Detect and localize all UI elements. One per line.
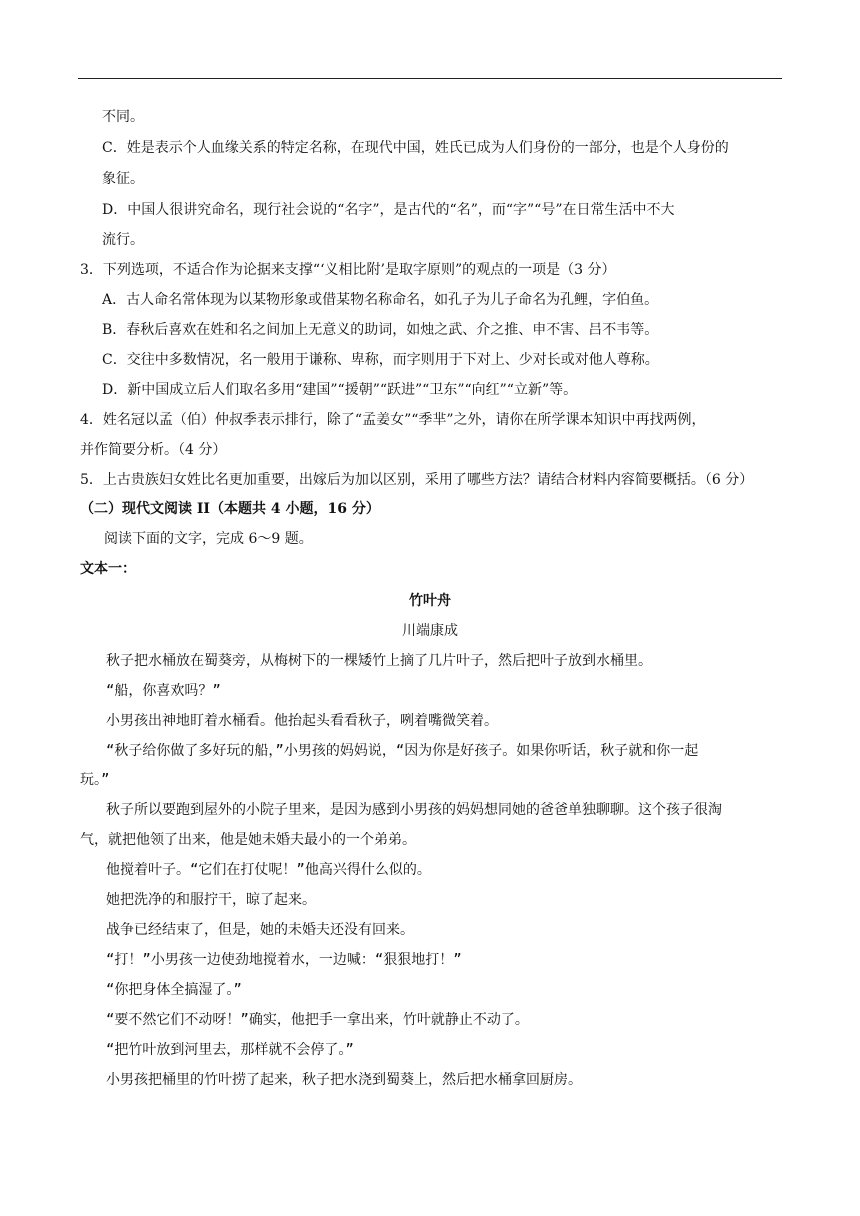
text-one-label: 文本一： <box>80 561 136 577</box>
story-author: 川端康成 <box>402 623 458 639</box>
story-paragraph: 气，就把他领了出来，他是她未婚夫最小的一个弟弟。 <box>80 832 416 848</box>
question-5: 5．上古贵族妇女姓比名更加重要，出嫁后为加以区别，采用了哪些方法？请结合材料内容简要概括。（6 分） <box>80 472 754 488</box>
text-line: 并作简要分析。（4 分） <box>80 442 227 458</box>
option-d-line: D．中国人很讲究命名，现行社会说的“名字”，是古代的“名”，而“字”“号”在日常生活中不大 <box>102 202 675 218</box>
text-line: 象征。 <box>102 171 144 187</box>
section-heading: （二）现代文阅读 II（本题共 4 小题，16 分） <box>80 501 380 517</box>
option-c-line: C．姓是表示个人血缘关系的特定名称，在现代中国，姓氏已成为人们身份的一部分，也是个人身份的 <box>102 140 729 156</box>
story-paragraph: 她把洗净的和服拧干，晾了起来。 <box>106 892 316 908</box>
question-4: 4．姓名冠以孟（伯）仲叔季表示排行，除了“孟姜女”“季芈”之外，请你在所学课本知识中再找两例， <box>80 412 706 428</box>
story-paragraph: “秋子给你做了多好玩的船，”小男孩的妈妈说，“因为你是好孩子。如果你听话，秋子就和你一起 <box>106 743 699 759</box>
q3-option-c: C．交往中多数情况，名一般用于谦称、卑称，而字则用于下对上、少对长或对他人尊称。 <box>102 352 659 368</box>
story-title: 竹叶舟 <box>409 593 451 609</box>
story-paragraph: 小男孩把桶里的竹叶捞了起来，秋子把水浇到蜀葵上，然后把水桶拿回厨房。 <box>106 1072 582 1088</box>
story-paragraph: 秋子所以要跑到屋外的小院子里来，是因为感到小男孩的妈妈想同她的爸爸单独聊聊。这个孩子很淘 <box>106 802 722 818</box>
story-paragraph: 他搅着叶子。“它们在打仗呢！”他高兴得什么似的。 <box>106 862 431 878</box>
header-rule <box>78 78 782 79</box>
q3-option-a: A．古人命名常体现为以某物形象或借某物名称命名，如孔子为儿子命名为孔鲤，字伯鱼。 <box>102 292 659 308</box>
question-3: 3．下列选项，不适合作为论据来支撑“‘义相比附’是取字原则”的观点的一项是（3 分） <box>80 262 616 278</box>
text-line: 流行。 <box>102 232 144 248</box>
story-paragraph: 秋子把水桶放在蜀葵旁，从梅树下的一棵矮竹上摘了几片叶子，然后把叶子放到水桶里。 <box>106 653 652 669</box>
q3-option-d: D．新中国成立后人们取名多用“建国”“援朝”“跃进”“卫东”“向红”“立新”等。 <box>102 382 578 398</box>
story-paragraph: “船，你喜欢吗？” <box>106 683 221 699</box>
story-paragraph: “把竹叶放到河里去，那样就不会停了。” <box>106 1042 354 1058</box>
story-paragraph: “打！”小男孩一边使劲地搅着水，一边喊：“狠狠地打！” <box>106 952 462 968</box>
story-paragraph: “你把身体全搞湿了。” <box>106 982 242 998</box>
text-line: 不同。 <box>102 109 144 125</box>
q3-option-b: B．春秋后喜欢在姓和名之间加上无意义的助词，如烛之武、介之推、申不害、吕不韦等。 <box>102 322 659 338</box>
instruction: 阅读下面的文字，完成 6～9 题。 <box>104 531 313 547</box>
story-paragraph: 小男孩出神地盯着水桶看。他抬起头看看秋子，咧着嘴微笑着。 <box>106 713 498 729</box>
story-paragraph: 战争已经结束了，但是，她的未婚夫还没有回来。 <box>106 922 414 938</box>
story-paragraph: 玩。” <box>80 772 110 788</box>
story-paragraph: “要不然它们不动呀！”确实，他把手一拿出来，竹叶就静止不动了。 <box>106 1012 529 1028</box>
